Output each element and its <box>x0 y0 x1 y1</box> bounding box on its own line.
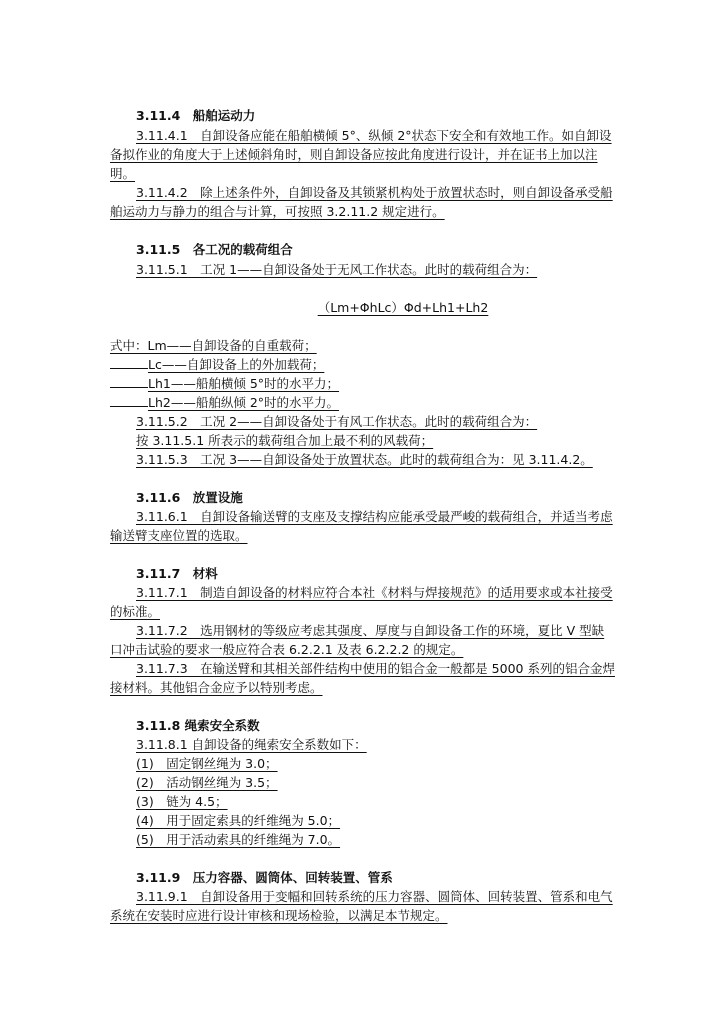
paragraph-3-11-5-1: 3.11.5.1 工况 1——自卸设备处于无风工作状态。此时的载荷组合为： <box>136 262 538 277</box>
paragraph-3-11-7-3: 3.11.7.3 在输送臂和其相关部件结构中使用的铝合金一般都是 5000 系列的铝合金焊接材料。其他铝合金应予以特别考虑。 <box>110 661 615 695</box>
paragraph-3-11-5-3: 3.11.5.3 工况 3——自卸设备处于放置状态。此时的载荷组合为：见 3.11.4.2。 <box>136 452 593 467</box>
definition-text: Lh2——船舶纵倾 2°时的水平力。 <box>148 395 340 410</box>
section-heading-3-11-7: 3.11.7 材料 <box>136 566 218 581</box>
definition-lm <box>110 336 616 355</box>
definition-text: Lc——自卸设备上的外加载荷； <box>148 357 325 372</box>
paragraph-3-11-9-1: 3.11.9.1 自卸设备用于变幅和回转系统的压力容器、圆筒体、回转装置、管系和电气系统在安装时应进行设计审核和现场检验，以满足本节规定。 <box>110 889 613 923</box>
list-item: (4) 用于固定索具的纤维绳为 5.0； <box>136 813 341 828</box>
paragraph-3-11-4-2: 3.11.4.2 除上述条件外，自卸设备及其锁紧机构处于放置状态时，则自卸设备承受船舶运动力与静力的组合与计算，可按照 3.2.11.2 规定进行。 <box>110 185 613 219</box>
definition-lc <box>110 355 616 374</box>
formula-text: （Lm+ΦhLc）Φd+Lh1+Lh2 <box>317 300 489 315</box>
definition-lh1 <box>110 374 616 393</box>
list-item: (1) 固定钢丝绳为 3.0； <box>136 756 278 771</box>
section-heading-3-11-9: 3.11.9 压力容器、圆筒体、回转装置、管系 <box>136 870 393 885</box>
definition-lh2 <box>110 393 616 412</box>
paragraph-3-11-8-1: 3.11.8.1 自卸设备的绳索安全系数如下： <box>136 737 367 752</box>
definition-indent-line <box>110 356 148 369</box>
definition-indent-line <box>110 394 148 407</box>
section-heading-3-11-6: 3.11.6 放置设施 <box>136 490 243 505</box>
definition-text: Lh1——船舶横倾 5°时的水平力； <box>148 376 340 391</box>
paragraph-3-11-5-2-cont: 按 3.11.5.1 所表示的载荷组合加上最不利的风载荷； <box>136 433 434 448</box>
section-heading-3-11-8: 3.11.8 绳索安全系数 <box>136 718 260 733</box>
definition-text: 式中：Lm——自卸设备的自重载荷； <box>110 338 317 353</box>
list-item: (3) 链为 4.5； <box>136 794 228 809</box>
load-combination-formula <box>110 298 616 316</box>
paragraph-3-11-5-2: 3.11.5.2 工况 2——自卸设备处于有风工作状态。此时的载荷组合为： <box>136 414 538 429</box>
paragraph-3-11-7-1: 3.11.7.1 制造自卸设备的材料应符合本社《材料与焊接规范》的适用要求或本社接受的标准。 <box>110 585 613 619</box>
paragraph-3-11-6-1: 3.11.6.1 自卸设备输送臂的支座及支撑结构应能承受最严峻的载荷组合，并适当考虑输送臂支座位置的选取。 <box>110 509 613 543</box>
list-item: (5) 用于活动索具的纤维绳为 7.0。 <box>136 832 341 847</box>
section-heading-3-11-4: 3.11.4 船舶运动力 <box>136 108 256 123</box>
list-item: (2) 活动钢丝绳为 3.5； <box>136 775 278 790</box>
paragraph-3-11-4-1: 3.11.4.1 自卸设备应能在船舶横倾 5°、纵倾 2°状态下安全和有效地工作。如自卸设备拟作业的角度大于上述倾斜角时，则自卸设备应按此角度进行设计，并在证书上加以注明。 <box>110 128 612 181</box>
section-heading-3-11-5: 3.11.5 各工况的载荷组合 <box>136 242 293 257</box>
definition-indent-line <box>110 375 148 388</box>
paragraph-3-11-7-2: 3.11.7.2 选用钢材的等级应考虑其强度、厚度与自卸设备工作的环境，夏比 V 型缺口冲击试验的要求一般应符合表 6.2.2.1 及表 6.2.2.2 的规定。 <box>110 623 605 657</box>
